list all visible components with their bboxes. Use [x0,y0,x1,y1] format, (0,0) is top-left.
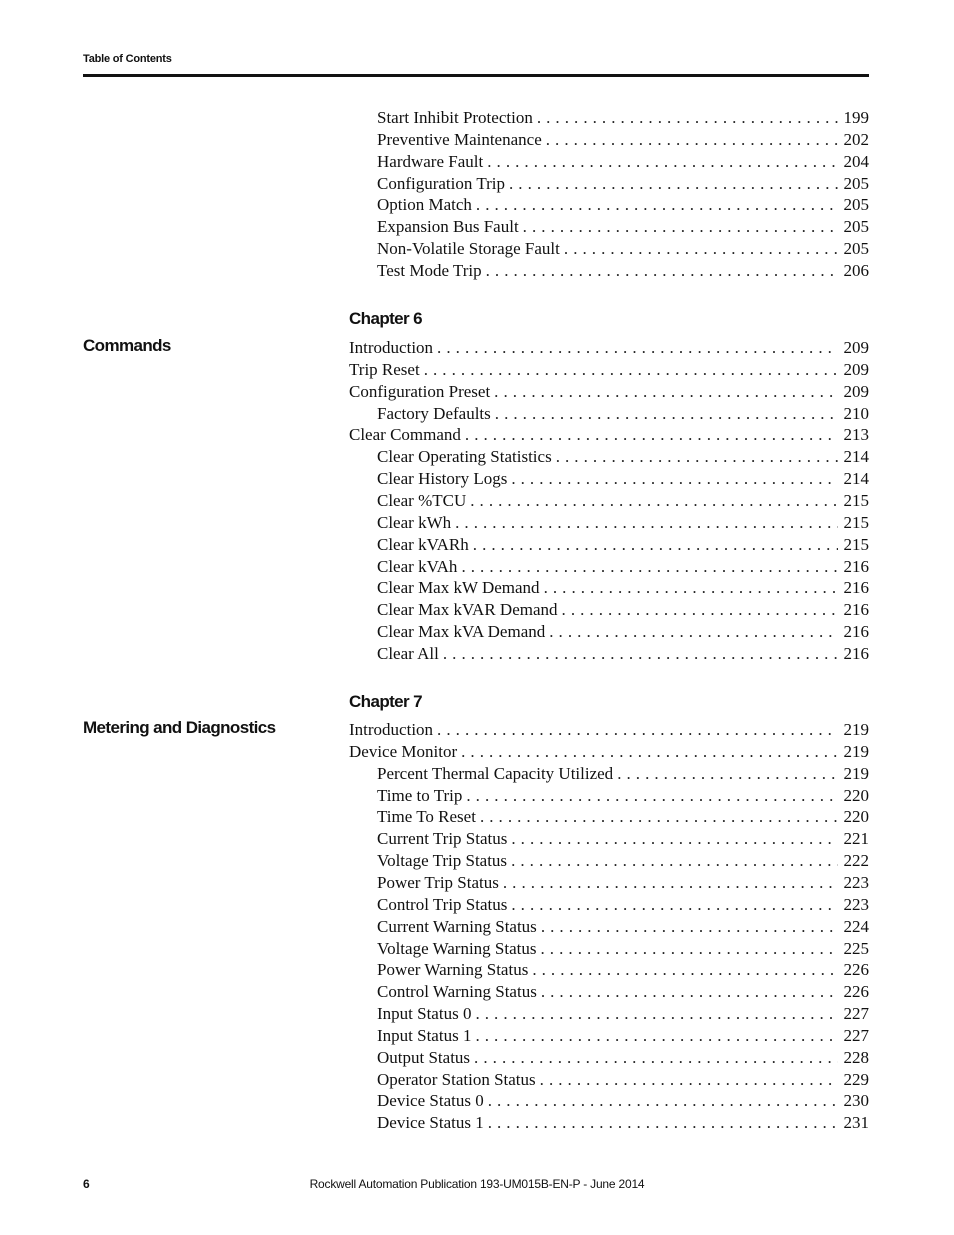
toc-entry-title: Clear Max kVA Demand [377,622,546,642]
dot-leader [511,828,837,850]
toc-entry-title: Trip Reset [349,359,420,379]
toc-entry-page: 216 [843,643,869,663]
toc-entry-title: Clear History Logs [377,469,508,489]
toc-entry-title: Input Status 0 [377,1004,472,1024]
toc-entry-page: 224 [843,916,869,936]
dot-leader [546,129,838,151]
toc-entry-title: Clear %TCU [377,490,467,510]
dot-leader [509,173,838,195]
dot-leader [511,468,837,490]
toc-entry[interactable] [377,599,869,621]
toc-entry-page: 220 [843,785,869,805]
toc-entry-page: 202 [843,129,869,149]
toc-entry-title: Non-Volatile Storage Fault [377,239,560,259]
toc-entry[interactable] [377,151,869,173]
toc-entry-title: Option Match [377,195,472,215]
toc-entry[interactable] [377,260,869,282]
toc-entry[interactable] [377,129,869,151]
dot-leader [532,959,837,981]
toc-entry-page: 219 [843,763,869,783]
dot-leader [455,512,837,534]
toc-entry-title: Voltage Warning Status [377,938,537,958]
toc-entry[interactable] [377,1047,869,1069]
toc-entry[interactable] [377,173,869,195]
dot-leader [511,894,837,916]
toc-entry-title: Clear kVAh [377,556,458,576]
toc-entry-page: 220 [843,807,869,827]
toc-entry-title: Clear Max kVAR Demand [377,600,558,620]
toc-entry[interactable] [349,381,869,403]
dot-leader [475,1003,837,1025]
toc-entry[interactable] [377,1003,869,1025]
toc-entry-page: 205 [843,217,869,237]
toc-entry[interactable] [349,359,869,381]
toc-entry-page: 206 [843,260,869,280]
toc-entry-title: Clear Max kW Demand [377,578,540,598]
dot-leader [488,1112,838,1134]
toc-entry-title: Clear Command [349,425,461,445]
toc-entry-page: 216 [843,600,869,620]
toc-entry-page: 215 [843,490,869,510]
toc-entry-page: 205 [843,195,869,215]
dot-leader [523,216,838,238]
dot-leader [487,151,837,173]
section-title-metering-and-diagnostics: Metering and Diagnostics [83,718,276,737]
toc-entry-page: 226 [843,960,869,980]
toc-entry-page: 214 [843,447,869,467]
toc-entry-page: 205 [843,239,869,259]
toc-entry[interactable] [377,107,869,129]
toc-entry-page: 215 [843,512,869,532]
toc-entry[interactable] [377,468,869,490]
toc-entry-title: Device Status 1 [377,1113,484,1133]
section-title-commands: Commands [83,336,171,355]
dot-leader [437,337,837,359]
toc-entry-title: Clear kWh [377,512,452,532]
toc-entry[interactable] [377,216,869,238]
toc-entry[interactable] [377,959,869,981]
toc-entry-page: 216 [843,622,869,642]
dot-leader [486,260,838,282]
dot-leader [541,981,838,1003]
toc-entry-page: 228 [843,1047,869,1067]
toc-entry-page: 230 [843,1091,869,1111]
toc-entry-page: 225 [843,938,869,958]
publication-footer: Rockwell Automation Publication 193-UM015B-EN-P - June 2014 [309,1177,645,1191]
toc-entry-page: 229 [843,1069,869,1089]
toc-entry-page: 219 [843,720,869,739]
toc-entry[interactable] [377,621,869,643]
toc-entry-page: 209 [843,381,869,401]
toc-entry[interactable] [377,534,869,556]
toc-entry-page: 215 [843,534,869,554]
toc-entry[interactable] [377,894,869,916]
dot-leader [424,359,838,381]
toc-entry[interactable] [377,403,869,425]
toc-entry-page: 222 [843,851,869,871]
toc-entry-title: Input Status 1 [377,1025,472,1045]
dot-leader [470,490,837,512]
dot-leader [503,872,838,894]
dot-leader [461,741,837,763]
toc-entry-title: Factory Defaults [377,403,491,423]
dot-leader [461,556,837,578]
toc-entry-page: 199 [843,108,869,127]
toc-entry-title: Clear kVARh [377,534,469,554]
dot-leader [473,534,838,556]
dot-leader [544,577,838,599]
dot-leader [495,403,838,425]
toc-entry[interactable] [377,872,869,894]
toc-entry-page: 209 [843,359,869,379]
toc-entry[interactable] [377,806,869,828]
toc-entry-title: Control Warning Status [377,982,537,1002]
toc-entry[interactable] [377,981,869,1003]
dot-leader [541,916,838,938]
toc-entry[interactable] [377,938,869,960]
toc-entry[interactable] [377,446,869,468]
toc-entry-title: Power Warning Status [377,960,529,980]
dot-leader [541,938,838,960]
toc-entry[interactable] [377,850,869,872]
page-number: 6 [83,1177,90,1191]
header-rule [83,74,869,77]
toc-entry-page: 221 [843,829,869,849]
toc-entry-title: Current Trip Status [377,829,508,849]
dot-leader [494,381,837,403]
dot-leader [617,763,837,785]
dot-leader [474,1047,837,1069]
toc-entry[interactable] [349,741,869,763]
dot-leader [537,107,838,129]
toc-entry-title: Introduction [349,720,434,739]
toc-entry-page: 216 [843,578,869,598]
toc-entry[interactable] [377,1069,869,1091]
toc-entry[interactable] [377,643,869,665]
chapter-6-label: Chapter 6 [349,309,423,328]
toc-entry[interactable] [377,512,869,534]
toc-entry-title: Clear Operating Statistics [377,447,552,467]
toc-entry[interactable] [377,1112,869,1134]
toc-entry-title: Output Status [377,1047,471,1067]
toc-entry-page: 209 [843,338,869,357]
toc-entry[interactable] [377,238,869,260]
toc-entry-title: Expansion Bus Fault [377,217,519,237]
toc-entry-page: 210 [843,403,869,423]
toc-entry-title: Preventive Maintenance [377,129,542,149]
toc-entry-title: Configuration Preset [349,381,491,401]
toc-entry-title: Percent Thermal Capacity Utilized [377,763,614,783]
dot-leader [564,238,838,260]
toc-entry-page: 219 [843,741,869,761]
chapter-7-label: Chapter 7 [349,692,423,711]
toc-entry-title: Operator Station Status [377,1069,536,1089]
toc-entry-title: Time to Trip [377,785,463,805]
toc-entry-title: Test Mode Trip [377,260,482,280]
toc-entry-title: Voltage Trip Status [377,851,508,871]
toc-entry-title: Hardware Fault [377,151,484,171]
dot-leader [562,599,838,621]
toc-entry-title: Configuration Trip [377,173,505,193]
toc-entry[interactable] [349,337,869,359]
toc-entry-page: 227 [843,1004,869,1024]
toc-entry-title: Power Trip Status [377,872,499,892]
toc-entry[interactable] [377,916,869,938]
toc-entry-page: 226 [843,982,869,1002]
toc-entry-title: Time To Reset [377,807,476,827]
dot-leader [475,1025,837,1047]
dot-leader [549,621,837,643]
toc-entry-page: 223 [843,872,869,892]
dot-leader [466,785,837,807]
toc-entry-title: Device Monitor [349,741,458,761]
toc-entry[interactable] [377,556,869,578]
toc-entry[interactable] [377,828,869,850]
dot-leader [437,719,837,741]
toc-entry[interactable] [349,719,869,741]
toc-entry[interactable] [377,1090,869,1112]
dot-leader [476,194,838,216]
toc-entry[interactable] [377,763,869,785]
dot-leader [511,850,837,872]
dot-leader [540,1069,838,1091]
toc-entry-page: 216 [843,556,869,576]
toc-entry-title: Clear All [377,643,439,663]
toc-entry[interactable] [349,424,869,446]
toc-entry-title: Start Inhibit Protection [377,108,533,127]
toc-entry-title: Device Status 0 [377,1091,484,1111]
dot-leader [556,446,838,468]
toc-entry[interactable] [377,785,869,807]
toc-entry[interactable] [377,194,869,216]
toc-entry-page: 223 [843,894,869,914]
toc-entry-page: 231 [843,1113,869,1133]
toc-entry[interactable] [377,490,869,512]
dot-leader [465,424,838,446]
dot-leader [488,1090,838,1112]
toc-entry-title: Control Trip Status [377,894,508,914]
dot-leader [480,806,838,828]
toc-entry[interactable] [377,577,869,599]
toc-entry-page: 213 [843,425,869,445]
toc-entry-title: Current Warning Status [377,916,537,936]
toc-entry[interactable] [377,1025,869,1047]
toc-entry-page: 205 [843,173,869,193]
toc-entry-page: 214 [843,469,869,489]
toc-entry-page: 227 [843,1025,869,1045]
toc-entry-page: 204 [843,151,869,171]
running-header-label: Table of Contents [83,53,172,65]
toc-entry-title: Introduction [349,338,434,357]
dot-leader [443,643,838,665]
